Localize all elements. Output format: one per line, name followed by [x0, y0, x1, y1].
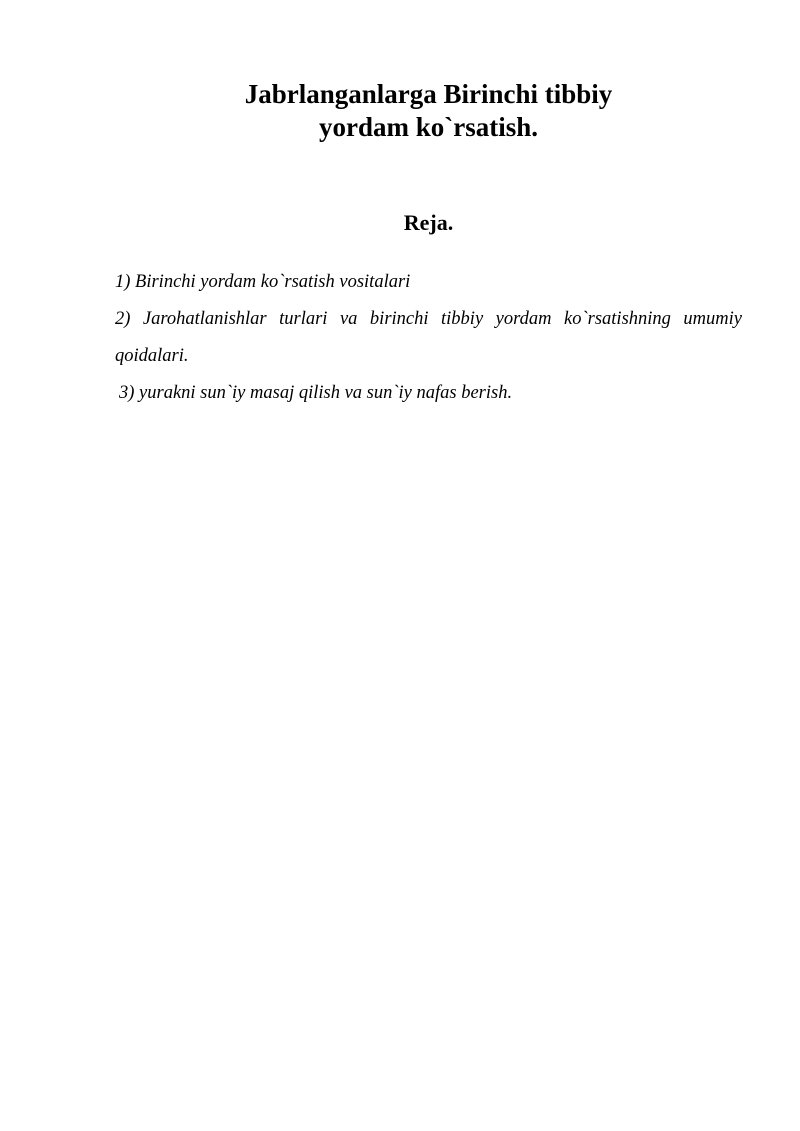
plan-list [115, 264, 742, 412]
plan-item-1: 1) Birinchi yordam ko`rsatish vositalari [115, 272, 411, 292]
plan-item-3: 3) yurakni sun`iy masaj qilish va sun`iy nafas berish. [119, 383, 513, 403]
page-title-line-2: yordam ko`rsatish. [318, 112, 538, 142]
page-title-line-1: Jabrlanganlarga Birinchi tibbiy [244, 79, 613, 109]
plan-heading: Reja. [403, 210, 454, 235]
page-title [115, 78, 742, 144]
plan-item-2: 2) Jarohatlanishlar turlari va birinchi tibbiy yordam ko`rsatishning umumiy qoidalari. [115, 309, 742, 366]
